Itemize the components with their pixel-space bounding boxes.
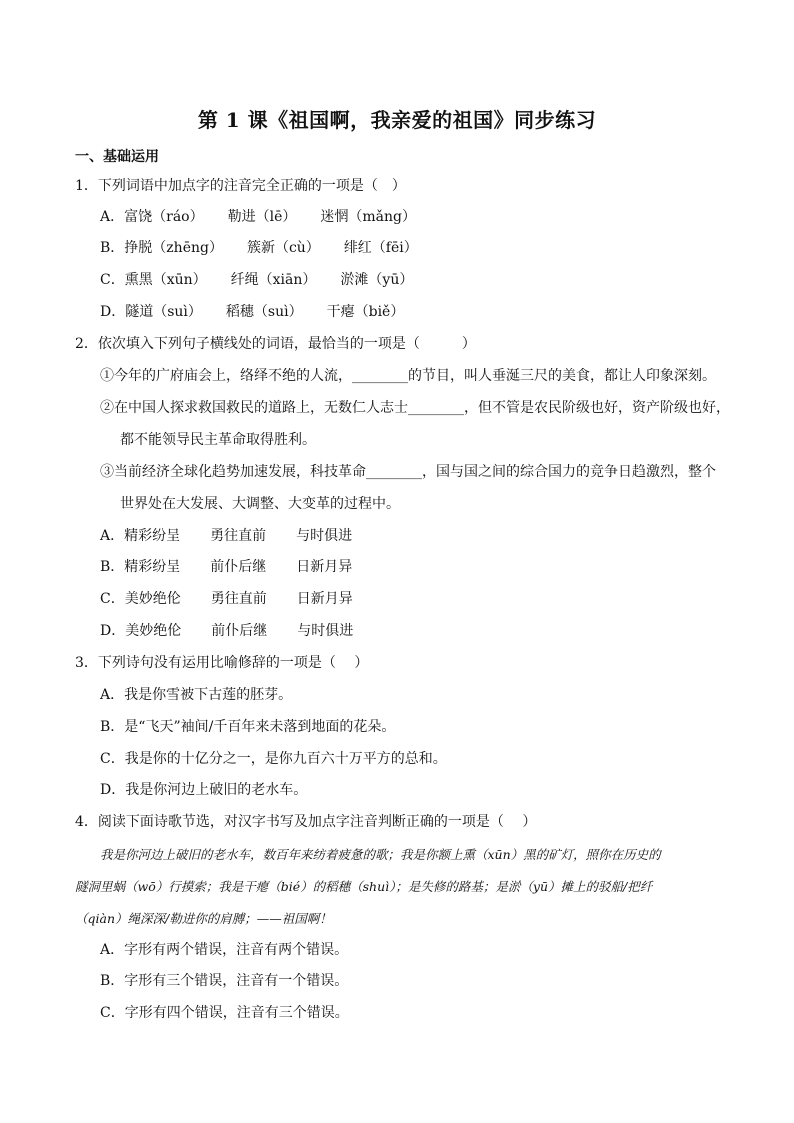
option-label: D． — [100, 623, 126, 639]
option-item: 勇往直前 — [210, 591, 267, 607]
question-2-sentence-2: ②在中国人探求救国救民的道路上，无数仁人志士________，但不管是农民阶级也好，资产阶级也好， — [100, 400, 730, 416]
option-item: 迷惘（mǎng） — [320, 209, 416, 225]
option-item: 前仆后继 — [211, 623, 268, 639]
question-1-option-a — [100, 207, 416, 227]
section-heading: 一、基础运用 — [75, 149, 159, 165]
question-1-option-d — [100, 302, 404, 322]
poem-line-2: 隧洞里蜗（wō）行摸索；我是干瘪（bié）的稻穗（shuì）；是失修的路基；是淤（yū）摊上的驳船/把纤 — [75, 879, 653, 894]
question-2-sentence-3-cont: 世界处在大发展、大调整、大变革的过程中。 — [120, 496, 400, 512]
option-item: 挣脱（zhēng） — [124, 240, 223, 256]
option-item: 美妙绝伦 — [125, 623, 182, 639]
option-label: B． — [100, 240, 125, 256]
question-2-option-d — [100, 621, 353, 641]
question-1-stem: 1．下列词语中加点字的注音完全正确的一项是（ ） — [75, 178, 406, 194]
question-4-option-b: B．字形有三个错误，注音有一个错误。 — [100, 973, 349, 989]
option-item: 干瘪（biě） — [326, 304, 405, 320]
option-item: 纤绳（xiān） — [230, 272, 317, 288]
question-3-option-b: B．是“飞天”袖间/千百年来未落到地面的花朵。 — [100, 719, 396, 735]
option-item: 美妙绝伦 — [124, 591, 181, 607]
option-item: 熏黑（xūn） — [124, 272, 207, 288]
option-label: A． — [100, 209, 125, 225]
option-item: 精彩纷呈 — [124, 528, 181, 544]
option-item: 日新月异 — [296, 591, 353, 607]
question-1-option-c — [100, 270, 413, 290]
question-2-option-c — [100, 589, 353, 609]
option-item: 勇往直前 — [210, 528, 267, 544]
option-item: 前仆后继 — [210, 559, 267, 575]
question-2-sentence-2-cont: 都不能领导民主革命取得胜利。 — [120, 432, 316, 448]
option-label: D． — [100, 304, 126, 320]
option-item: 绯红（fēi） — [343, 240, 418, 256]
option-item: 精彩纷呈 — [124, 559, 181, 575]
question-3-option-a: A．我是你雪被下古莲的胚芽。 — [100, 687, 293, 703]
option-item: 与时俱进 — [296, 528, 353, 544]
option-label: C． — [100, 272, 125, 288]
poem-line-3: （qiàn）绳深深/勒进你的肩膊；——祖国啊！ — [75, 911, 332, 926]
option-item: 与时俱进 — [297, 623, 354, 639]
option-item: 稻穗（suì） — [225, 304, 303, 320]
option-label: C． — [100, 591, 125, 607]
question-4-option-a: A．字形有两个错误，注音有两个错误。 — [100, 942, 349, 958]
question-3-option-c: C．我是你的十亿分之一，是你九百六十万平方的总和。 — [100, 751, 447, 767]
question-4-option-c: C．字形有四个错误，注音有三个错误。 — [100, 1005, 349, 1021]
poem-line-1: 我是你河边上破旧的老水车，数百年来纺着疲惫的歌；我是你额上熏（xūn）黑的矿灯，照你在历史的 — [100, 847, 661, 862]
question-2-sentence-1: ①今年的广府庙会上，络绎不绝的人流，________的节目，叫人垂涎三尺的美食，都让人印象深刻。 — [100, 368, 716, 384]
option-label: B． — [100, 559, 125, 575]
question-2-option-b — [100, 557, 352, 577]
question-4-stem: 4．阅读下面诗歌节选，对汉字书写及加点字注音判断正确的一项是（ ） — [75, 814, 537, 830]
question-3-option-d: D．我是你河边上破旧的老水车。 — [100, 782, 308, 798]
question-2-option-a — [100, 526, 352, 546]
option-item: 勒进（lē） — [227, 209, 297, 225]
question-1-option-b — [100, 238, 418, 258]
option-item: 日新月异 — [296, 559, 353, 575]
question-3-stem: 3．下列诗句没有运用比喻修辞的一项是（ ） — [75, 655, 369, 671]
option-item: 富饶（ráo） — [124, 209, 204, 225]
page-title: 第 1 课《祖国啊，我亲爱的祖国》同步练习 — [197, 108, 597, 132]
option-item: 淤滩（yū） — [340, 272, 414, 288]
question-2-stem: 2．依次填入下列句子横线处的词语，最恰当的一项是（ ） — [75, 336, 476, 352]
option-item: 簇新（cù） — [246, 240, 320, 256]
option-item: 隧道（suì） — [125, 304, 202, 320]
question-2-sentence-3: ③当前经济全球化趋势加速发展，科技革命________，国与国之间的综合国力的竞争日趋激烈，整个 — [100, 464, 716, 480]
option-label: A． — [100, 528, 125, 544]
